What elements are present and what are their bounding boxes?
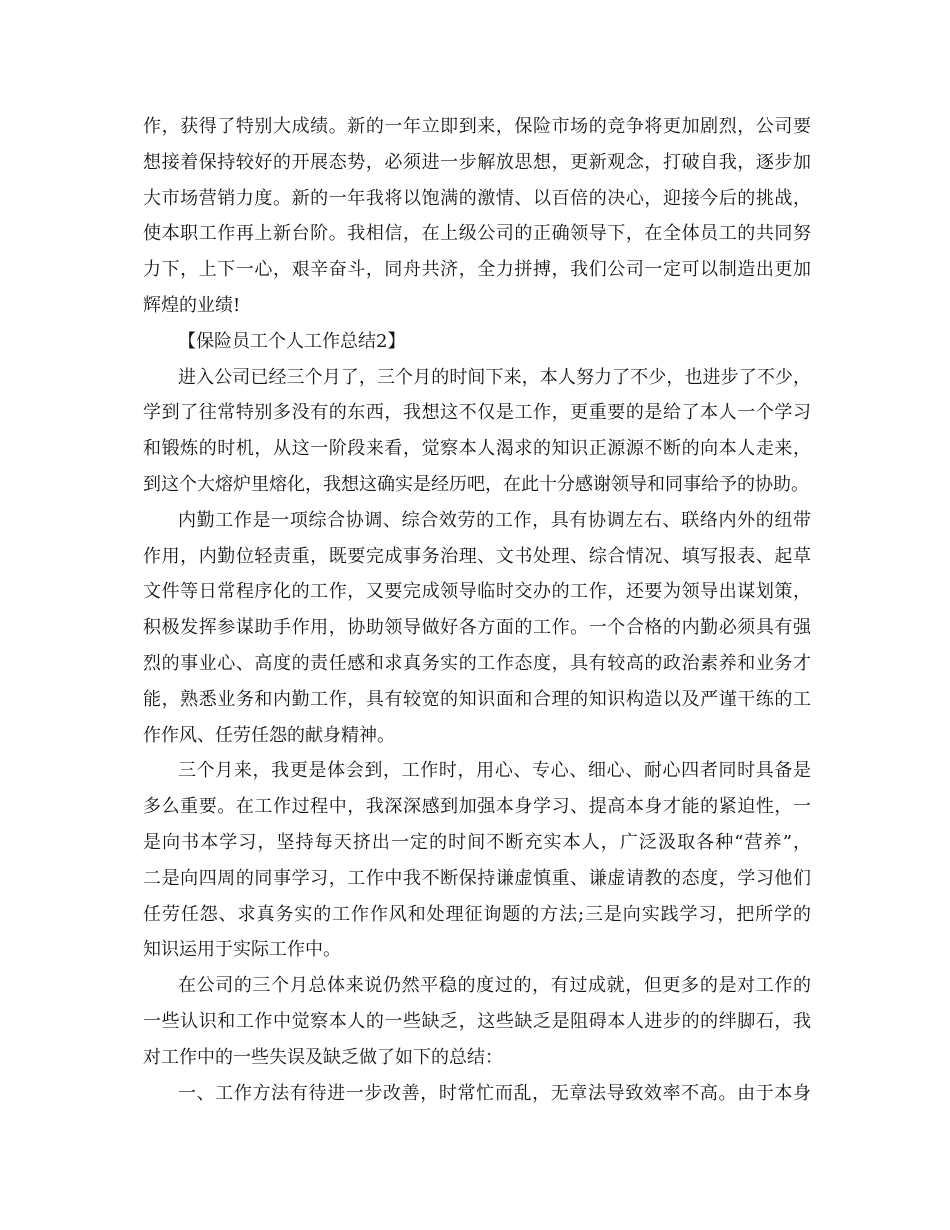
text-line: 想接着保持较好的开展态势，必须进一步解放思想，更新观念，打破自我，逐步加 (143, 151, 811, 173)
text-line: 是向书本学习，坚持每天挤出一定的时间不断充实本人，广泛汲取各种“营养”， (143, 831, 811, 853)
text-line: 进入公司已经三个月了，三个月的时间下来，本人努力了不少，也进步了不少， (178, 366, 811, 388)
text-line: 多么重要。在工作过程中，我深深感到加强本身学习、提高本身才能的紧迫性，一 (143, 796, 811, 818)
text-line: 知识运用于实际工作中。 (143, 939, 341, 961)
text-line: 一些认识和工作中觉察本人的一些缺乏，这些缺乏是阻碍本人进步的的绊脚石，我 (143, 1010, 811, 1032)
text-line: 到这个大熔炉里熔化，我想这确实是经历吧，在此十分感谢领导和同事给予的协助。 (143, 473, 809, 495)
text-line: 大市场营销力度。新的一年我将以饱满的激情、以百倍的决心，迎接今后的挑战， (143, 187, 811, 209)
section-heading: 【保险员工个人工作总结2】 (178, 330, 406, 352)
text-line: 和锻炼的时机，从这一阶段来看，觉察本人渴求的知识正源源不断的向本人走来， (143, 438, 811, 460)
text-line: 二是向四周的同事学习，工作中我不断保持谦虚慎重、谦虚请教的态度，学习他们 (143, 867, 811, 889)
text-line: 辉煌的业绩! (143, 294, 241, 316)
text-line: 内勤工作是一项综合协调、综合效劳的工作，具有协调左右、联络内外的纽带 (178, 509, 811, 531)
paragraph (143, 503, 811, 754)
paragraph (143, 360, 811, 503)
document-body (143, 109, 811, 1111)
text-line: 对工作中的一些失误及缺乏做了如下的总结： (143, 1046, 503, 1068)
paragraph (143, 1076, 811, 1112)
paragraph (143, 968, 811, 1075)
text-line: 作作风、任劳任怨的献身精神。 (143, 724, 395, 746)
text-line: 一、工作方法有待进一步改善，时常忙而乱，无章法导致效率不高。由于本身 (178, 1082, 811, 1104)
text-line: 在公司的三个月总体来说仍然平稳的度过的，有过成就，但更多的是对工作的 (178, 975, 811, 997)
text-line: 能，熟悉业务和内勤工作，具有较宽的知识面和合理的知识构造以及严谨干练的工 (143, 688, 811, 710)
text-line: 文件等日常程序化的工作，又要完成领导临时交办的工作，还要为领导出谋划策， (143, 581, 811, 603)
text-line: 烈的事业心、高度的责任感和求真务实的工作态度，具有较高的政治素养和业务才 (143, 652, 811, 674)
text-line: 力下，上下一心，艰辛奋斗，同舟共济，全力拼搏，我们公司一定可以制造出更加 (143, 259, 811, 281)
text-line: 学到了往常特别多没有的东西，我想这不仅是工作，更重要的是给了本人一个学习 (143, 402, 811, 424)
text-line: 任劳任怨、求真务实的工作作风和处理征询题的方法;三是向实践学习，把所学的 (143, 903, 811, 925)
continued-paragraph (143, 109, 811, 324)
paragraph (143, 753, 811, 968)
text-line: 作用，内勤位轻责重，既要完成事务治理、文书处理、综合情况、填写报表、起草 (143, 545, 811, 567)
text-line: 积极发挥参谋助手作用，协助领导做好各方面的工作。一个合格的内勤必须具有强 (143, 617, 811, 639)
text-line: 三个月来，我更是体会到，工作时，用心、专心、细心、耐心四者同时具备是 (178, 760, 811, 782)
text-line: 作，获得了特别大成绩。新的一年立即到来，保险市场的竞争将更加剧烈，公司要 (143, 116, 811, 137)
text-line: 使本职工作再上新台阶。我相信，在上级公司的正确领导下，在全体员工的共同努 (143, 223, 811, 245)
